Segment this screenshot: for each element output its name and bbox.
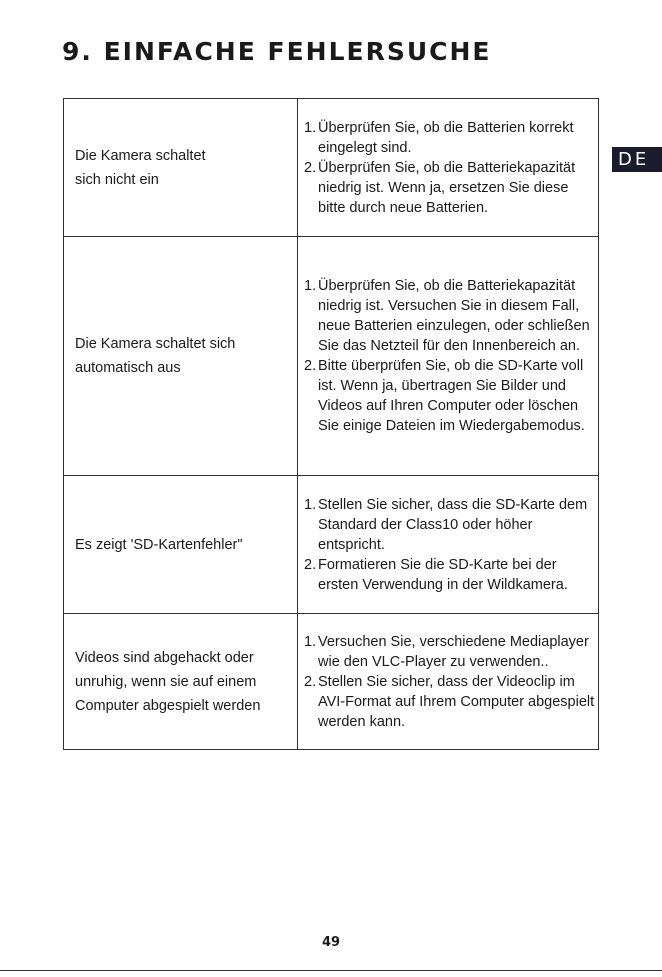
step-text: Formatieren Sie die SD-Karte bei der ersten Verwendung in der Wildkamera.: [318, 556, 568, 593]
troubleshooting-table: [63, 98, 599, 750]
step-number: 2.: [304, 556, 317, 573]
step-text: Bitte überprüfen Sie, ob die SD-Karte voll ist. Wenn ja, übertragen Sie Bilder und Videos auf Ihren Computer oder löschen Sie einige Dateien im Wiedergabemodus.: [318, 358, 585, 434]
language-tab: DE: [612, 147, 662, 172]
problem-cell: [64, 614, 298, 750]
step-number: 2.: [304, 673, 317, 690]
step-number: 1.: [304, 496, 317, 513]
problem-cell: [64, 476, 298, 614]
solution-cell: [298, 99, 599, 237]
step-number: 2.: [304, 159, 317, 176]
solution-cell: [298, 476, 599, 614]
page-number: 49: [321, 935, 341, 950]
solution-step: [304, 555, 598, 595]
solution-step: [304, 672, 598, 732]
step-number: 1.: [304, 278, 317, 294]
problem-line: Es zeigt 'SD-Kartenfehler": [75, 536, 243, 553]
step-number: 1.: [304, 119, 317, 136]
problem-line: sich nicht ein: [75, 171, 159, 188]
solution-cell: [298, 237, 599, 476]
solution-step: [304, 356, 598, 436]
table-row: [64, 614, 599, 750]
solution-step: [304, 495, 598, 555]
problem-line: Die Kamera schaltet sich: [75, 336, 236, 352]
table-row: [64, 476, 599, 614]
step-text: Versuchen Sie, verschiedene Mediaplayer wie den VLC-Player zu verwenden..: [318, 633, 589, 670]
solution-step: [304, 276, 598, 356]
problem-line: Die Kamera schaltet: [75, 147, 206, 164]
solution-step: [304, 158, 598, 218]
table-row: [64, 237, 599, 476]
problem-line: Videos sind abgehackt oder: [75, 649, 254, 666]
step-number: 2.: [304, 358, 317, 374]
footer-divider: [0, 970, 662, 971]
step-number: 1.: [304, 633, 317, 650]
problem-line: unruhig, wenn sie auf einem: [75, 673, 257, 690]
problem-line: automatisch aus: [75, 360, 181, 376]
step-text: Überprüfen Sie, ob die Batteriekapazität niedrig ist. Versuchen Sie in diesem Fall, neue Batterien einzulegen, oder schließen Sie das Netzteil für den Innenbereich an.: [318, 278, 590, 354]
solution-step: [304, 632, 598, 672]
step-text: Stellen Sie sicher, dass die SD-Karte dem Standard der Class10 oder höher entspricht.: [318, 496, 588, 553]
problem-line: Computer abgespielt werden: [75, 697, 261, 714]
section-heading: 9. EINFACHE FEHLERSUCHE: [62, 37, 492, 66]
step-text: Stellen Sie sicher, dass der Videoclip im AVI-Format auf Ihrem Computer abgespielt werden kann.: [318, 673, 595, 730]
solution-cell: [298, 614, 599, 750]
step-text: Überprüfen Sie, ob die Batterien korrekt eingelegt sind.: [318, 119, 574, 156]
problem-cell: [64, 237, 298, 476]
step-text: Überprüfen Sie, ob die Batteriekapazität niedrig ist. Wenn ja, ersetzen Sie diese bitte durch neue Batterien.: [318, 159, 576, 216]
table-row: [64, 99, 599, 237]
solution-step: [304, 118, 598, 158]
problem-cell: [64, 99, 298, 237]
